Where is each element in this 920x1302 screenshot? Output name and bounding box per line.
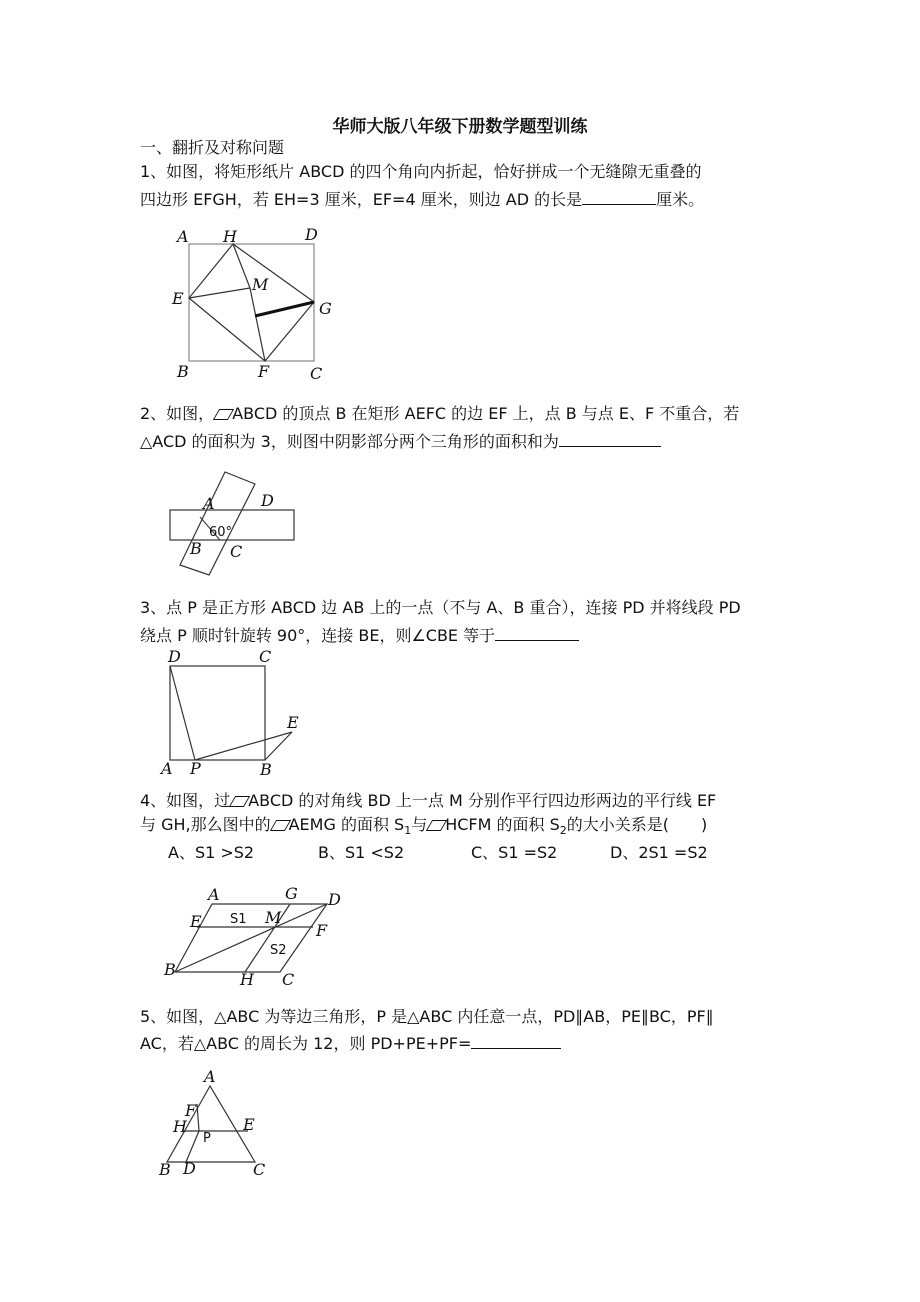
q3-label-B: B (260, 760, 272, 778)
q3-label-A: A (161, 759, 173, 778)
q1-label-F: F (258, 362, 270, 381)
q3-label-D: D (168, 648, 181, 666)
q1-text-line1: 1、如图，将矩形纸片 ABCD 的四个角向内折起，恰好拼成一个无缝隙无重叠的 (140, 162, 702, 181)
q4-text-part4: AEMG 的面积 S (288, 815, 405, 834)
q3-label-C: C (259, 648, 272, 666)
q2-text-part1: 2、如图， (140, 404, 215, 423)
q1-label-M: M (252, 275, 269, 294)
q4-option-b[interactable]: B、S1 <S2 (318, 843, 405, 862)
q4-label-B: B (164, 960, 176, 979)
q1-label-G: G (319, 299, 332, 318)
q1-text-line2 (140, 186, 704, 212)
q4-text-part7: 的大小关系是( ) (566, 815, 708, 834)
section-heading: 一、翻折及对称问题 (140, 138, 285, 157)
subscript: 2 (559, 824, 567, 838)
q3-text-line2 (140, 622, 579, 648)
q1-text-part: 四边形 EFGH，若 EH=3 厘米，EF=4 厘米，则边 AD 的长是 (140, 190, 583, 209)
q1-label-H: H (223, 227, 237, 246)
q4-label-A: A (208, 885, 220, 904)
q3-text-part: 绕点 P 顺时针旋转 90°，连接 BE，则∠CBE 等于 (140, 626, 496, 645)
q4-text-line1 (140, 789, 716, 813)
q3-text-line1: 3、点 P 是正方形 ABCD 边 AB 上的一点（不与 A、B 重合），连接 PD 并将线段 PD (140, 598, 741, 617)
q1-label-E: E (172, 289, 184, 308)
q1-figure (165, 222, 345, 387)
q3-answer-blank[interactable] (495, 622, 579, 641)
q5-figure (155, 1068, 275, 1180)
q4-label-H: H (240, 970, 254, 989)
q1-label-B: B (177, 362, 189, 381)
q4-text-line2 (140, 813, 707, 843)
q4-label-E: E (190, 912, 202, 931)
q3-figure (155, 648, 315, 778)
q2-label-B: B (190, 539, 202, 558)
q4-text-part3: 与 GH,那么图中的 (140, 815, 271, 834)
page-title: 华师大版八年级下册数学题型训练 (332, 117, 588, 137)
parallelogram-icon (214, 409, 232, 419)
q2-figure (165, 462, 305, 582)
q5-label-D: D (183, 1159, 196, 1178)
q4-option-a[interactable]: A、S1 >S2 (168, 843, 255, 862)
q4-text-part6: HCFM 的面积 S (445, 815, 560, 834)
q3-label-P: P (190, 759, 201, 778)
q2-text-part2: ABCD 的顶点 B 在矩形 AEFC 的边 EF 上，点 B 与点 E、F 不重合，若 (232, 404, 740, 423)
q5-label-P: P (203, 1131, 211, 1146)
q4-text-part5: 与 (411, 815, 428, 834)
q4-label-F: F (316, 921, 328, 940)
q2-text-part3: △ACD 的面积为 3，则图中阴影部分两个三角形的面积和为 (140, 432, 559, 451)
q5-label-A: A (204, 1068, 216, 1086)
q4-option-d[interactable]: D、2S1 =S2 (610, 843, 708, 862)
parallelogram-icon (271, 820, 289, 830)
parallelogram-icon (230, 796, 248, 806)
q4-label-M: M (265, 908, 282, 927)
q5-text-line1: 5、如图，△ABC 为等边三角形，P 是△ABC 内任意一点，PD∥AB，PE∥BC，PF∥ (140, 1007, 714, 1026)
q2-label-C: C (230, 542, 243, 561)
q2-label-D: D (261, 491, 274, 510)
parallelogram-icon (427, 820, 445, 830)
q2-text-line2 (140, 428, 661, 454)
q5-answer-blank[interactable] (471, 1030, 561, 1049)
q4-option-c[interactable]: C、S1 =S2 (471, 843, 558, 862)
q4-label-S2: S2 (270, 943, 287, 958)
q4-label-S1: S1 (230, 912, 247, 927)
q5-label-H: H (173, 1117, 187, 1136)
q5-label-B: B (159, 1160, 171, 1179)
q5-label-F: F (185, 1101, 197, 1120)
q3-label-E: E (287, 713, 299, 732)
q4-label-C: C (282, 970, 295, 989)
q5-text-part: AC，若△ABC 的周长为 12，则 PD+PE+PF= (140, 1034, 472, 1053)
q1-label-C: C (310, 364, 323, 383)
q1-text-unit: 厘米。 (656, 190, 705, 209)
q4-label-G: G (285, 884, 298, 903)
q1-label-A: A (177, 227, 189, 246)
q5-text-line2 (140, 1030, 561, 1056)
q5-label-C: C (253, 1160, 266, 1179)
q4-text-part2: ABCD 的对角线 BD 上一点 M 分别作平行四边形两边的平行线 EF (248, 791, 717, 810)
q4-figure (160, 880, 350, 992)
q4-label-D: D (328, 890, 341, 909)
q2-label-A: A (203, 494, 215, 513)
q2-angle-label: 60° (209, 525, 233, 540)
subscript: 1 (404, 824, 412, 838)
q2-answer-blank[interactable] (559, 428, 661, 447)
q1-answer-blank[interactable] (582, 186, 656, 205)
q4-text-part1: 4、如图，过 (140, 791, 231, 810)
q5-label-E: E (243, 1115, 255, 1134)
q2-text-line1 (140, 402, 739, 426)
q1-label-D: D (305, 225, 318, 244)
